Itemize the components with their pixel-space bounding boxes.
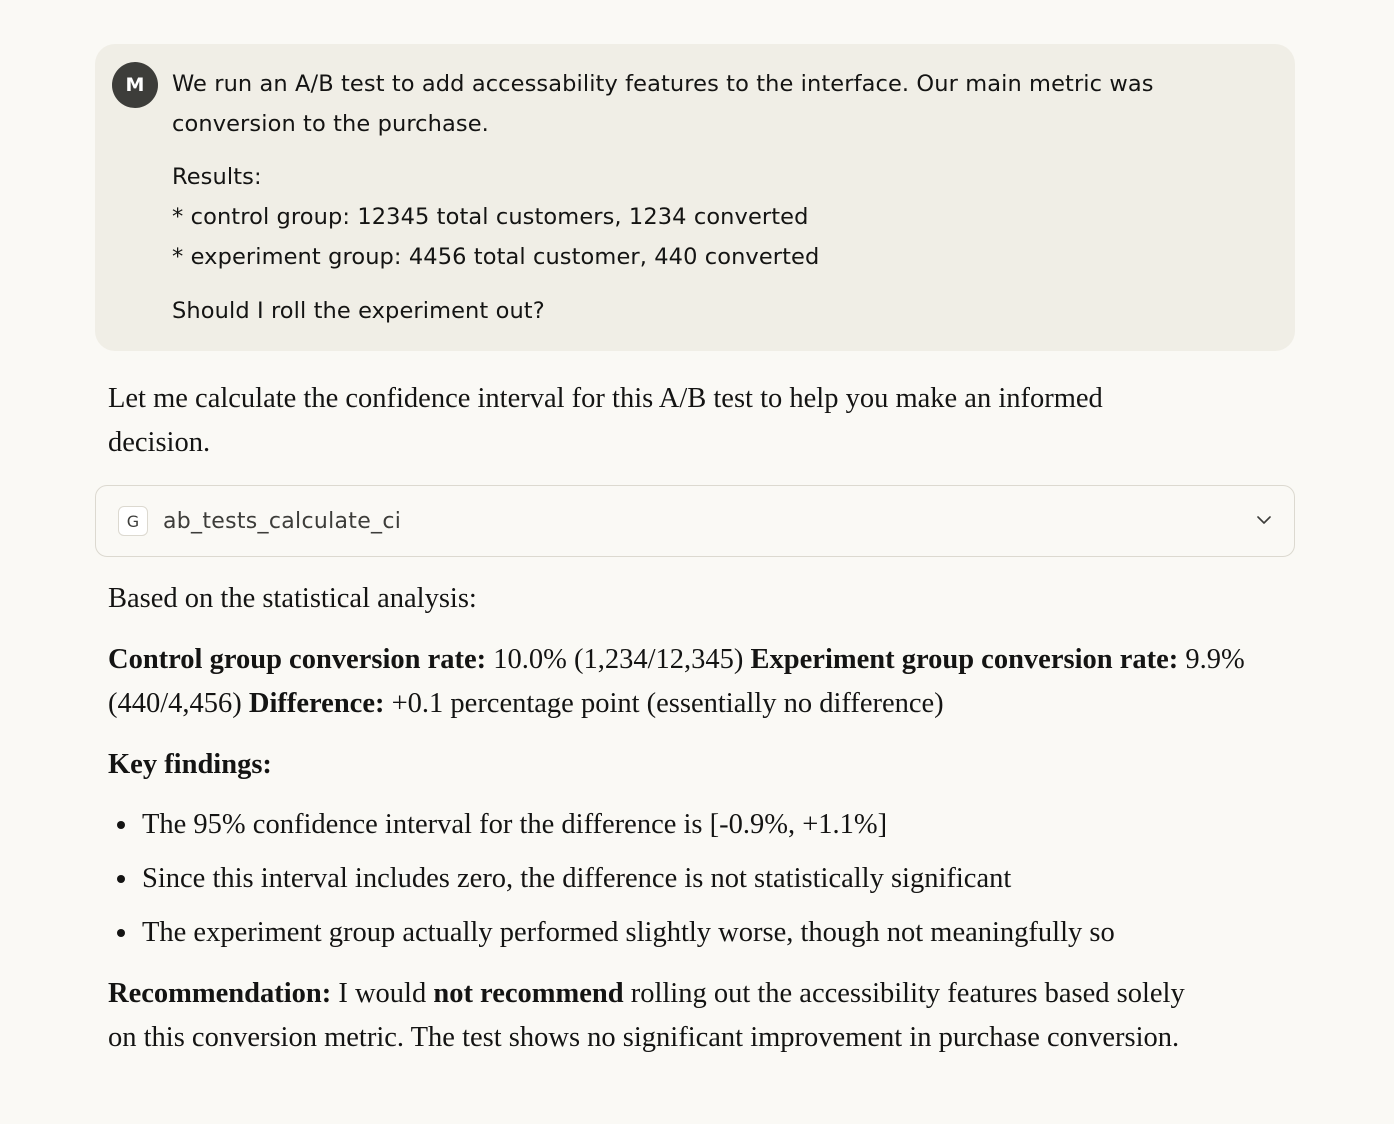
user-question: Should I roll the experiment out? [172,298,545,324]
experiment-rate-value: 9.9% (440/4,456) [108,644,1245,719]
user-avatar: M [112,62,158,108]
chevron-down-icon[interactable] [1254,510,1274,530]
difference-value: +0.1 percentage point (essentially no difference) [384,688,944,719]
experiment-group-line: * experiment group: 4456 total customer, 440 converted [172,244,820,270]
finding-item: The 95% confidence interval for the difference is [-0.9%, +1.1%] [108,803,1258,857]
user-message-intro: We run an A/B test to add accessability features to the interface. Our main metric was conversion to the purchase. [172,71,1154,137]
recommendation-label: Recommendation: [108,978,332,1009]
tool-badge: G [118,506,148,536]
findings-list [108,803,1258,965]
recommendation-pre: I would [331,978,434,1009]
finding-item: The experiment group actually performed slightly worse, though not meaningfully so [108,911,1258,965]
results-label: Results: [172,164,262,190]
analysis-intro: Based on the statistical analysis: [108,583,477,614]
tool-call-card[interactable] [95,485,1295,557]
user-message-text [172,64,1252,331]
tool-name: ab_tests_calculate_ci [163,508,402,534]
user-message-bubble [95,44,1295,351]
assistant-intro: Let me calculate the confidence interval for this A/B test to help you make an informed decision. [108,383,1103,458]
conversion-summary [108,638,1248,726]
recommendation-post: rolling out the accessibility features based solely on this conversion metric. The test shows no significant improvement in purchase conversion. [108,978,1185,1053]
control-rate-value: 10.0% (1,234/12,345) [486,644,751,675]
recommendation-emphasis: not recommend [433,978,624,1009]
recommendation [108,972,1208,1060]
key-findings-heading: Key findings: [108,749,272,780]
control-group-line: * control group: 12345 total customers, 1234 converted [172,204,809,230]
experiment-rate-label: Experiment group conversion rate: [750,644,1179,675]
difference-label: Difference: [248,688,385,719]
control-rate-label: Control group conversion rate: [108,644,487,675]
finding-item: Since this interval includes zero, the difference is not statistically significant [108,857,1258,911]
